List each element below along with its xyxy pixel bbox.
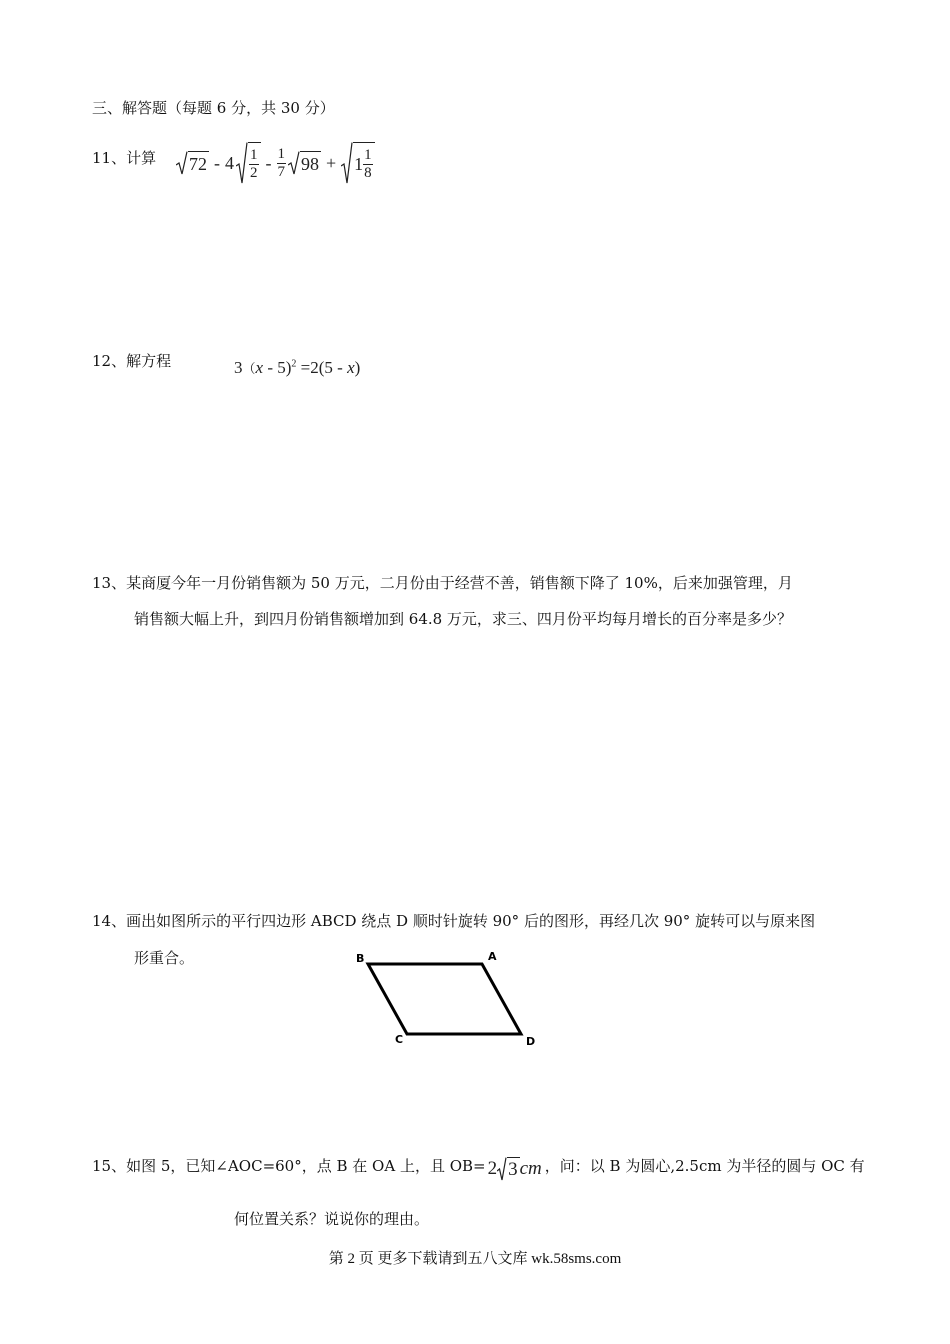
parallelogram-abcd (368, 964, 521, 1034)
ob-length: 2 3 cm (487, 1158, 542, 1180)
fraction-one-eighth: $\frac{1}{8}$ (364, 146, 372, 181)
question-12-label: 12、解方程 (92, 352, 172, 370)
fraction-one-seventh: $\frac{1}{7}$ (277, 145, 285, 180)
vertex-label-c: C (395, 1033, 404, 1046)
question-13-line-1: 13、某商厦今年一月份销售额为 50 万元，二月份由于经营不善，销售额下降了 10%，后来加强管理，月 (92, 574, 793, 592)
question-14-line-2: 形重合。 (134, 949, 195, 967)
sqrt-one-and-one-eighth: 1 $\frac{1}{8}$ (341, 142, 375, 184)
section-heading: 三、解答题（每题 6 分，共 30 分） (92, 99, 335, 117)
vertex-label-b: B (356, 952, 365, 965)
sqrt-3: 3 (497, 1157, 520, 1181)
sqrt-one-half (236, 142, 261, 184)
question-14-line-1: 14、画出如图所示的平行四边形 ABCD 绕点 D 顺时针旋转 90° 后的图形，再经几次 90° 旋转可以与原来图 (92, 912, 816, 930)
question-11-label: 11、计算 (92, 149, 157, 167)
vertex-label-d: D (526, 1035, 536, 1048)
question-12-equation: 3（x - 5)$^2$ =2(5 - x) (234, 358, 361, 377)
question-15-line-1: 15、如图 5，已知∠AOC=60°，点 B 在 OA 上，且 OB= 2 3 cm ，问：以 B 为圆心,2.5cm 为半径的圆与 OC 有 (92, 1157, 865, 1180)
question-13-line-2: 销售额大幅上升，到四月份销售额增加到 64.8 万元，求三、四月份平均每月增长的百分率是多少？ (134, 610, 792, 628)
sqrt-72: 72 (176, 151, 209, 175)
vertex-label-a: A (488, 950, 497, 963)
question-15-line-2: 何位置关系？说说你的理由。 (234, 1210, 430, 1228)
fraction-one-half: $\frac{1}{2}$ (250, 146, 258, 181)
parallelogram-figure (340, 944, 550, 1054)
page-footer: 第 2 页 更多下载请到五八文库 wk.58sms.com (328, 1251, 622, 1267)
question-11-expression: 72 - 4 $\frac{1}{2}$ - $\frac{1}{7}$ 98 + 1 $\frac{1}{8}$ (176, 142, 375, 184)
sqrt-98: 98 (288, 151, 321, 175)
